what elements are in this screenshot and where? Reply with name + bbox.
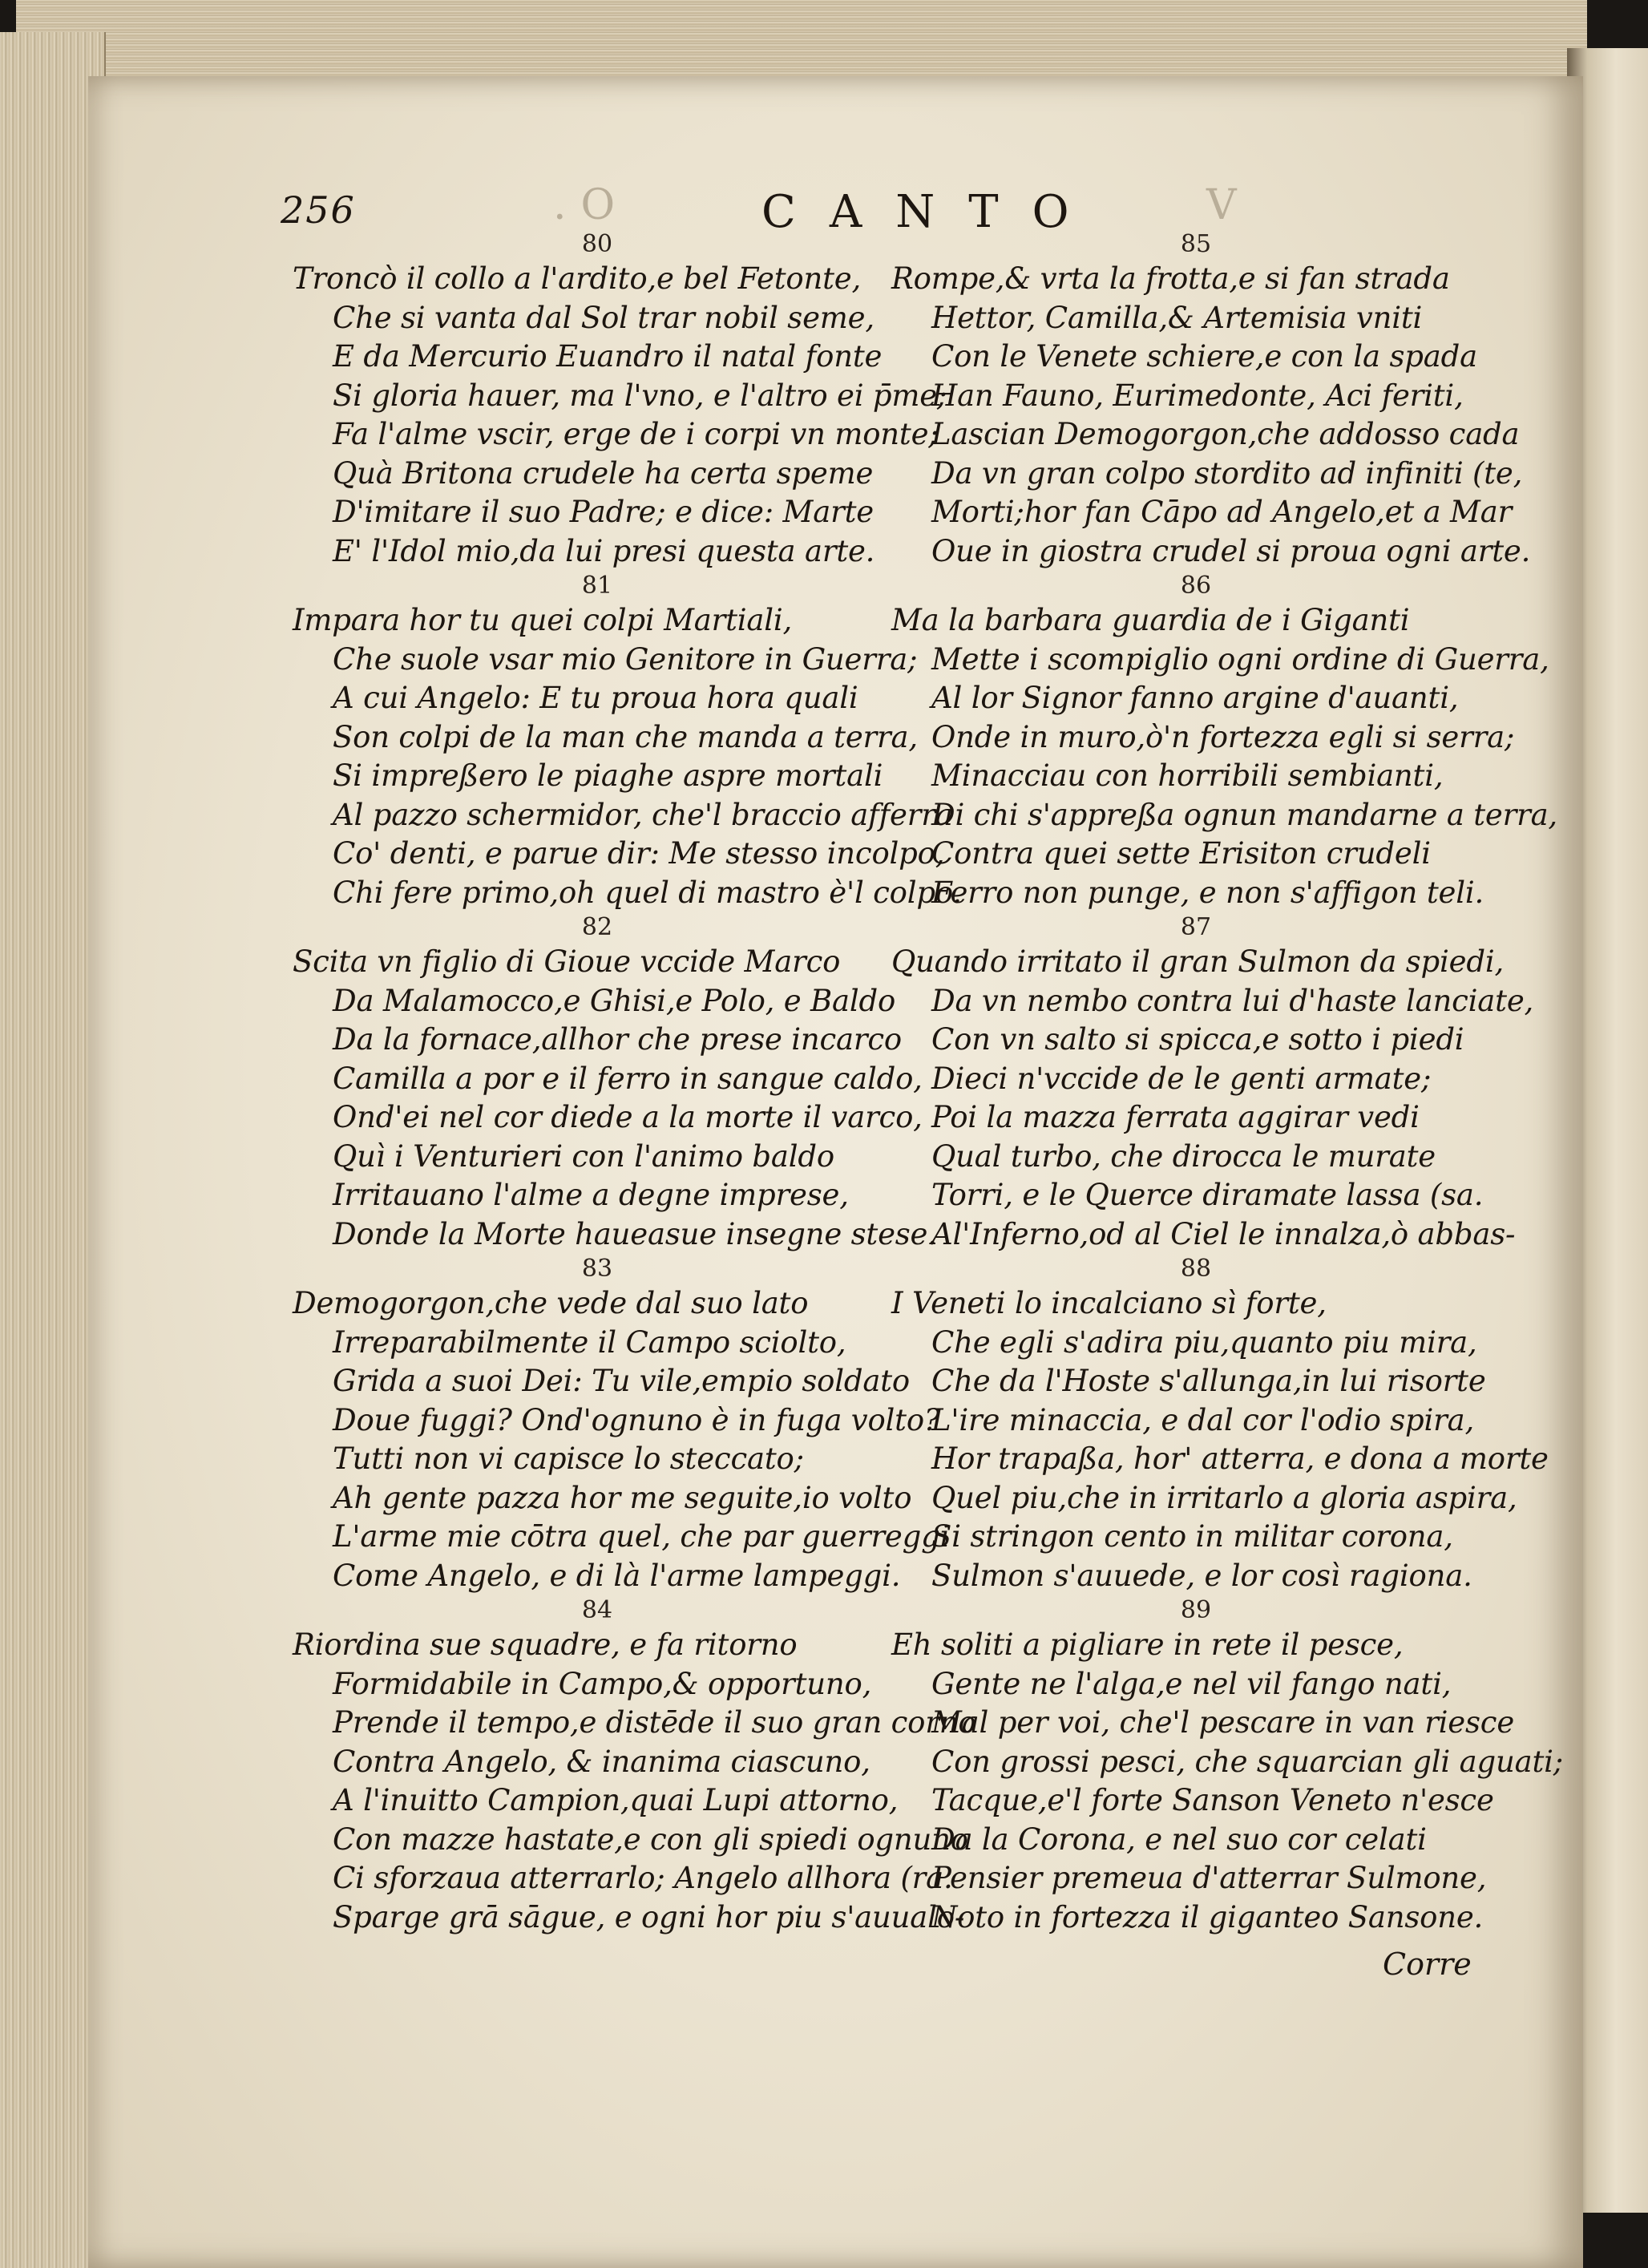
- verse-line: Da la fornace,allhor che prese incarco: [333, 1022, 902, 1057]
- verse-line: Pensier premeua d'atterrar Sulmone,: [931, 1861, 1487, 1895]
- verse-line: Prende il tempo,e distēde il suo gran corno: [333, 1705, 976, 1740]
- verse-line: Al lor Signor fanno argine d'auanti,: [931, 681, 1459, 715]
- stanza: [891, 1254, 1549, 1595]
- verse-line: Ma la barbara guardia de i Giganti: [891, 603, 1410, 637]
- right-column: [891, 229, 1564, 1937]
- verse-line: Demogorgon,che vede dal suo lato: [293, 1286, 809, 1320]
- stanza: [293, 912, 937, 1254]
- verse-line: Poi la mazza ferrata aggirar vedi: [931, 1100, 1420, 1134]
- verse-line: A l'inuitto Campion,quai Lupi attorno,: [333, 1783, 899, 1817]
- verse-line: Hettor, Camilla,& Artemisia vniti: [931, 300, 1423, 335]
- running-title: CANTO: [761, 186, 1103, 238]
- verse-line: Doue fuggi? Ond'ognuno è in fuga volto?: [333, 1402, 940, 1437]
- verse-line: A cui Angelo: E tu proua hora quali: [333, 681, 858, 715]
- verse-line: I Veneti lo incalciano sì forte,: [891, 1286, 1327, 1320]
- stanza-number: 88: [1180, 1255, 1212, 1283]
- verse-line: Mal per voi, che'l pescare in van riesce: [931, 1705, 1515, 1740]
- stanza-number: 86: [1180, 572, 1212, 600]
- bleed-through-text: .O: [553, 181, 630, 229]
- verse-line: Ah gente pazza hor me seguite,io volto: [333, 1480, 912, 1515]
- verse-line: Morti;hor fan Cāpo ad Angelo,et a Mar: [931, 495, 1513, 529]
- stanza-number: 82: [581, 913, 613, 941]
- verse-line: Tacque,e'l forte Sanson Veneto n'esce: [931, 1783, 1494, 1817]
- verse-line: Ond'ei nel cor diede a la morte il varco,: [333, 1100, 923, 1134]
- left-column: [293, 229, 976, 1937]
- verse-line: Qual turbo, che dirocca le murate: [931, 1138, 1436, 1174]
- stanza: [293, 1595, 976, 1937]
- verse-line: Minacciau con horribili sembianti,: [931, 758, 1444, 793]
- bleed-through-text: V: [1206, 181, 1251, 229]
- verse-line: Si gloria hauer, ma l'vno, e l'altro ei p̄me;: [333, 378, 947, 413]
- verse-line: E' l'Idol mio,da lui presi questa arte.: [333, 533, 875, 568]
- verse-line: Noto in fortezza il giganteo Sansone.: [931, 1899, 1484, 1934]
- verse-line: Ci sforzaua atterrarlo; Angelo allhora (ra.: [333, 1861, 953, 1895]
- verse-line: Irreparabilmente il Campo sciolto,: [333, 1324, 846, 1360]
- verse-line: Fa l'alme vscir, erge de i corpi vn monte;: [333, 417, 939, 451]
- verse-line: Lascian Demogorgon,che addosso cada: [931, 417, 1520, 451]
- stanza: [891, 571, 1557, 912]
- stanza: [891, 912, 1534, 1254]
- verse-line: Si stringon cento in militar corona,: [931, 1519, 1453, 1554]
- verse-line: Da vn nembo contra lui d'haste lanciate,: [931, 983, 1534, 1018]
- verse-line: Tutti non vi capisce lo steccato;: [333, 1441, 804, 1476]
- stanza-number: 83: [581, 1255, 613, 1283]
- verse-line: Grida a suoi Dei: Tu vile,empio soldato: [333, 1364, 910, 1398]
- verse-line: Irritauano l'alme a degne imprese,: [333, 1178, 849, 1212]
- verse-line: Contra quei sette Erisiton crudeli: [931, 836, 1431, 871]
- verse-line: Rompe,& vrta la frotta,e si fan strada: [891, 261, 1450, 296]
- verse-line: Formidabile in Campo,& opportuno,: [333, 1666, 872, 1701]
- stanza-number: 85: [1180, 230, 1212, 258]
- verse-line: Contra Angelo, & inanima ciascuno,: [333, 1744, 870, 1779]
- verse-line: Al'Inferno,od al Ciel le innalza,ò abbas-: [931, 1216, 1516, 1251]
- verse-line: Scita vn figlio di Gioue vccide Marco: [293, 944, 841, 979]
- verse-line: Torri, e le Querce diramate lassa (sa.: [931, 1178, 1484, 1212]
- verse-line: Al pazzo schermidor, che'l braccio afferra: [333, 797, 953, 832]
- stanza: [293, 1254, 950, 1595]
- stanza: [293, 229, 947, 571]
- verse-line: Han Fauno, Eurimedonte, Aci feriti,: [931, 378, 1464, 413]
- stanza: [891, 229, 1531, 571]
- verse-line: Dieci n'vccide de le genti armate;: [931, 1061, 1432, 1096]
- stanza-number: 80: [581, 230, 613, 258]
- stanza-number: 87: [1180, 913, 1212, 941]
- verse-line: Con grossi pesci, che squarcian gli aguati;: [931, 1744, 1564, 1779]
- verse-line: Eh soliti a pigliare in rete il pesce,: [891, 1627, 1404, 1662]
- verse-line: Da la Corona, e nel suo cor celati: [931, 1821, 1427, 1857]
- stanza-number: 81: [581, 572, 613, 600]
- verse-line: Quel piu,che in irritarlo a gloria aspira,: [931, 1480, 1517, 1515]
- verse-line: Quà Britona crudele ha certa speme: [333, 455, 874, 491]
- verse-line: Gente ne l'alga,e nel vil fango nati,: [931, 1666, 1452, 1701]
- verse-line: Onde in muro,ò'n fortezza egli si serra;: [931, 719, 1515, 754]
- verse-line: Che egli s'adira piu,quanto piu mira,: [931, 1324, 1477, 1360]
- verse-line: Son colpi de la man che manda a terra,: [333, 719, 918, 754]
- verse-line: L'arme mie cōtra quel, che par guerreggi: [333, 1519, 950, 1554]
- verse-line: L'ire minaccia, e dal cor l'odio spira,: [931, 1402, 1475, 1437]
- verse-line: Quì i Venturieri con l'animo baldo: [333, 1138, 834, 1174]
- verse-line: Si impreßero le piaghe aspre mortali: [333, 758, 883, 793]
- page-number: 256: [281, 188, 356, 232]
- verse-line: Da vn gran colpo stordito ad infiniti (te,: [931, 455, 1523, 491]
- verse-line: Hor trapaßa, hor' atterra, e dona a morte: [931, 1441, 1549, 1476]
- verse-line: Sparge grā sāgue, e ogni hor piu s'auualo-: [333, 1899, 965, 1934]
- verse-line: Mette i scompiglio ogni ordine di Guerra,: [931, 641, 1549, 677]
- verse-line: Oue in giostra crudel si proua ogni arte.: [931, 533, 1531, 568]
- verse-line: Da Malamocco,e Ghisi,e Polo, e Baldo: [333, 983, 896, 1018]
- verse-line: Quando irritato il gran Sulmon da spiedi,: [891, 944, 1505, 979]
- stanza: [293, 571, 962, 912]
- verse-line: Co' denti, e parue dir: Me stesso incolpo,: [333, 836, 945, 871]
- verse-line: Di chi s'appreßa ognun mandarne a terra,: [931, 797, 1557, 832]
- verse-line: Con vn salto si spicca,e sotto i piedi: [931, 1022, 1464, 1057]
- verse-line: Con le Venete schiere,e con la spada: [931, 339, 1477, 374]
- verse-line: Che si vanta dal Sol trar nobil seme,: [333, 300, 874, 335]
- verse-line: Con mazze hastate,e con gli spiedi ognuno: [333, 1821, 968, 1857]
- verse-line: Impara hor tu quei colpi Martiali,: [293, 603, 793, 637]
- verse-line: Camilla a por e il ferro in sangue caldo,: [333, 1061, 923, 1096]
- verse-line: Troncò il collo a l'ardito,e bel Fetonte,: [293, 261, 862, 296]
- stanza-number: 89: [1180, 1596, 1212, 1624]
- verse-line: Donde la Morte haueasue insegne stese.: [333, 1216, 937, 1251]
- verse-line: Chi fere primo,oh quel di mastro è'l colpo.: [333, 875, 962, 910]
- verse-line: Come Angelo, e di là l'arme lampeggi.: [333, 1558, 901, 1593]
- verse-line: Che suole vsar mio Genitore in Guerra;: [333, 641, 918, 677]
- verse-line: E da Mercurio Euandro il natal fonte: [333, 339, 883, 374]
- verse-line: Che da l'Hoste s'allunga,in lui risorte: [931, 1364, 1486, 1398]
- verse-line: Ferro non punge, e non s'affigon teli.: [931, 875, 1484, 910]
- verse-line: D'imitare il suo Padre; e dice: Marte: [333, 495, 874, 529]
- stanza-number: 84: [581, 1596, 613, 1624]
- stanza: [891, 1595, 1564, 1937]
- verse-line: Sulmon s'auuede, e lor così ragiona.: [931, 1558, 1472, 1593]
- verse-line: Riordina sue squadre, e fa ritorno: [293, 1627, 798, 1662]
- catchword: Corre: [1383, 1947, 1472, 1982]
